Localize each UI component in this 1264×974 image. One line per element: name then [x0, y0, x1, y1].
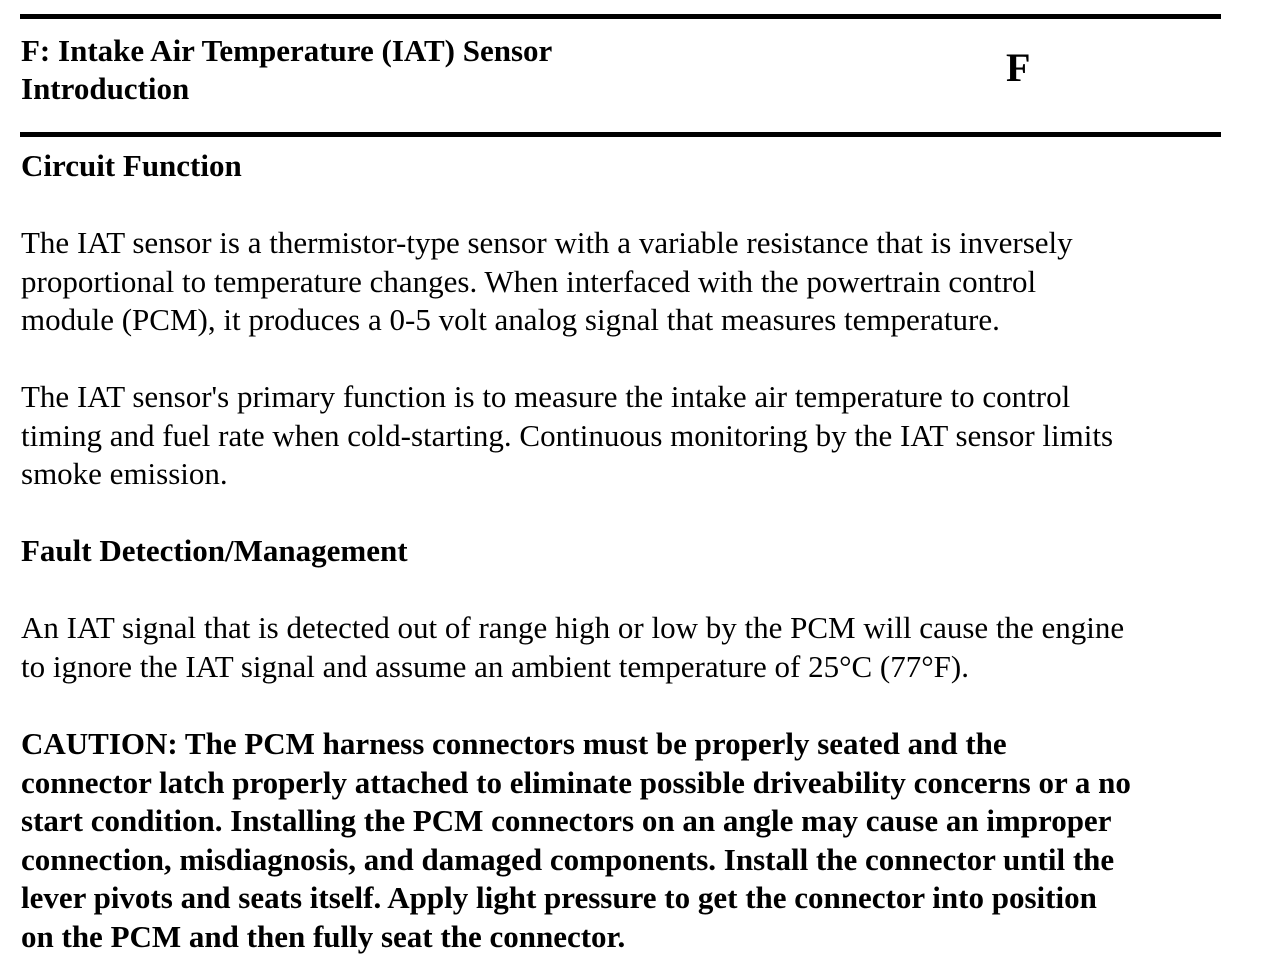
page-title-line-2: Introduction [21, 71, 190, 106]
fault-detection-paragraph [21, 609, 1241, 686]
text-line: The IAT sensor's primary function is to measure the intake air temperature to control [21, 379, 1071, 414]
page-title [21, 32, 552, 108]
caution-notice [21, 725, 1241, 956]
caution-line: CAUTION: The PCM harness connectors must be properly seated and the [21, 726, 1007, 761]
caution-line: connector latch properly attached to eliminate possible driveability concerns or a no [21, 764, 1131, 800]
circuit-function-heading: Circuit Function [21, 148, 242, 183]
text-line: proportional to temperature changes. When interfaced with the powertrain control [21, 263, 1037, 299]
caution-line: on the PCM and then fully seat the connector. [21, 918, 626, 954]
text-line: to ignore the IAT signal and assume an ambient temperature of 25°C (77°F). [21, 648, 969, 684]
top-divider [20, 14, 1221, 19]
text-line: module (PCM), it produces a 0-5 volt analog signal that measures temperature. [21, 302, 1000, 337]
text-line: The IAT sensor is a thermistor-type sensor with a variable resistance that is inversely [21, 225, 1073, 260]
circuit-function-paragraph-2 [21, 378, 1241, 494]
caution-line: lever pivots and seats itself. Apply light pressure to get the connector into position [21, 880, 1097, 915]
circuit-function-paragraph-1 [21, 224, 1241, 340]
section-letter: F [1006, 45, 1031, 90]
page-title-line-1: F: Intake Air Temperature (IAT) Sensor [21, 33, 553, 68]
text-line: smoke emission. [21, 456, 228, 491]
text-line: timing and fuel rate when cold-starting. Continuous monitoring by the IAT sensor limits [21, 417, 1114, 453]
caution-line: start condition. Installing the PCM connectors on an angle may cause an improper [21, 803, 1112, 838]
text-line: An IAT signal that is detected out of range high or low by the PCM will cause the engine [21, 610, 1125, 645]
fault-detection-heading: Fault Detection/Management [21, 533, 408, 568]
caution-line: connection, misdiagnosis, and damaged components. Install the connector until the [21, 841, 1115, 877]
header-divider [20, 132, 1221, 137]
